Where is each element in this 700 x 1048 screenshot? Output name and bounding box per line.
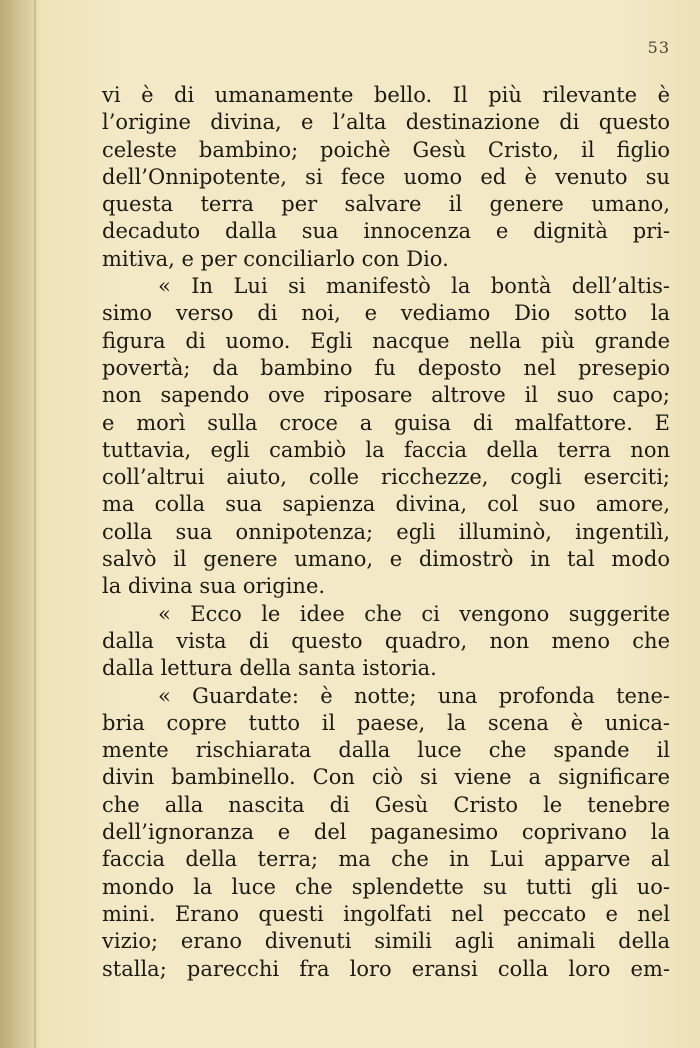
- text-line: simo verso di noi, e vediamo Dio sotto la: [102, 301, 670, 326]
- text-line: la divina sua origine.: [102, 574, 326, 599]
- page-number: 53: [647, 38, 670, 57]
- text-line: dalla lettura della santa istoria.: [102, 656, 437, 681]
- text-line: mitiva, e per conciliarlo con Dio.: [102, 246, 449, 271]
- text-line: vi è di umanamente bello. Il più rilevante è: [102, 83, 670, 107]
- text-line: vizio; erano divenuti simili agli animali della: [102, 929, 670, 954]
- text-line: coll’altrui aiuto, colle ricchezze, cogli eserciti;: [102, 465, 670, 490]
- text-line: figura di uomo. Egli nacque nella più grande: [102, 328, 670, 353]
- text-line: mente rischiarata dalla luce che spande il: [102, 738, 670, 763]
- text-line: divin bambinello. Con ciò si viene a significare: [102, 765, 670, 790]
- text-line: ma colla sua sapienza divina, col suo amore,: [102, 492, 670, 517]
- text-line: dell’ignoranza e del paganesimo coprivano la: [102, 820, 670, 845]
- text-line: tuttavia, egli cambiò la faccia della terra non: [102, 437, 670, 462]
- text-line: mini. Erano questi ingolfati nel peccato e nel: [102, 901, 670, 926]
- text-line: faccia della terra; ma che in Lui apparve al: [102, 847, 670, 872]
- text-line: non sapendo ove riposare altrove il suo capo;: [102, 383, 670, 408]
- text-line: povertà; da bambino fu deposto nel presepio: [102, 355, 670, 380]
- text-line: decaduto dalla sua innocenza e dignità pri-: [102, 219, 670, 244]
- text-line: « In Lui si manifestò la bontà dell’altis-: [158, 274, 670, 299]
- text-line: questa terra per salvare il genere umano,: [102, 192, 670, 217]
- body-text: [102, 82, 670, 983]
- text-line: « Guardate: è notte; una profonda tene-: [158, 683, 670, 708]
- text-line: che alla nascita di Gesù Cristo le tenebre: [102, 792, 670, 817]
- text-line: stalla; parecchi fra loro eransi colla loro em-: [102, 956, 670, 981]
- text-line: dell’Onnipotente, si fece uomo ed è venuto su: [102, 164, 670, 189]
- text-line: colla sua onnipotenza; egli illuminò, ingentilì,: [102, 519, 670, 544]
- text-line: bria copre tutto il paese, la scena è unica-: [102, 710, 670, 735]
- text-line: e morì sulla croce a guisa di malfattore. E: [102, 410, 670, 435]
- text-line: « Ecco le idee che ci vengono suggerite: [158, 601, 670, 626]
- text-line: l’origine divina, e l’alta destinazione di questo: [102, 110, 670, 135]
- text-line: dalla vista di questo quadro, non meno che: [102, 628, 670, 653]
- text-line: mondo la luce che splendette su tutti gli uo-: [102, 874, 670, 899]
- text-line: celeste bambino; poichè Gesù Cristo, il figlio: [102, 137, 670, 162]
- binding-edge: [34, 0, 36, 1048]
- text-line: salvò il genere umano, e dimostrò in tal modo: [102, 547, 670, 572]
